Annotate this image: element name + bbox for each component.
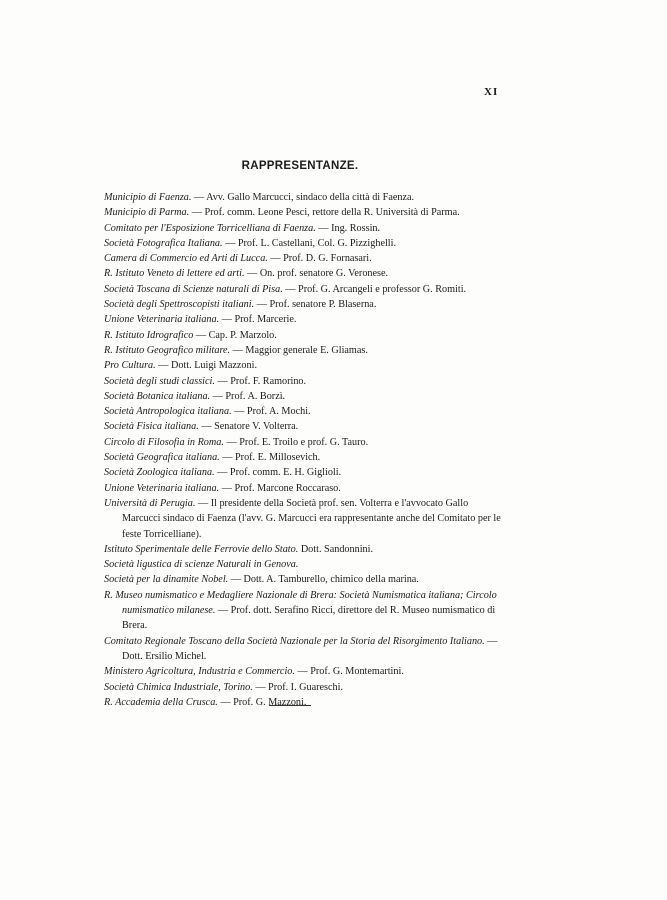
list-item [104, 266, 504, 281]
representative-text: Dott. Sandonnini. [298, 543, 373, 555]
institution-name: Municipio di Faenza. [104, 192, 192, 203]
list-item [104, 190, 504, 205]
page-number: XI [484, 86, 499, 98]
list-item [104, 404, 504, 419]
institution-name: Società Fotografica Italiana. [104, 237, 223, 249]
list-item [104, 236, 504, 251]
representative-text: — Prof. E. Millosevich. [219, 452, 321, 464]
representative-text: — Prof. comm. Leone Pesci, rettore della R. Università di Parma. [189, 207, 460, 219]
list-item [104, 205, 504, 220]
closing-rule-divider [269, 705, 311, 706]
section-title: RAPPRESENTANZE. [241, 160, 359, 172]
institution-name: Pro Cultura. [104, 360, 156, 372]
representative-text: — Prof. senatore P. Blaserna. [254, 299, 377, 311]
representatives-list [104, 190, 504, 710]
institution-name: Camera di Commercio ed Arti di Lucca. [104, 253, 268, 265]
list-item [104, 695, 504, 710]
list-item [104, 572, 504, 587]
institution-name: R. Istituto Geografico militare. [104, 344, 231, 356]
list-item [104, 588, 504, 634]
representative-text: — On. prof. senatore G. Veronese. [244, 268, 389, 280]
institution-name: Società per la dinamite Nobel. [104, 574, 229, 586]
institution-name: R. Istituto Veneto di lettere ed arti. [104, 268, 245, 280]
representative-text: — Prof. I. Guareschi. [252, 681, 344, 693]
representative-text: — Maggior generale E. Gliamas. [230, 344, 368, 356]
list-item [104, 680, 504, 695]
representative-text: — Dott. A. Tamburello, chimico della marina. [228, 574, 419, 586]
list-item [104, 450, 504, 465]
institution-name: Società Antropologica italiana. [104, 406, 232, 418]
representative-text: — Senatore V. Volterra. [198, 421, 299, 433]
list-item [104, 282, 504, 297]
institution-name: Società degli Spettroscopisti italiani. [104, 299, 255, 311]
list-item [104, 435, 504, 450]
representative-text: — Prof. G. Arcangeli e professor G. Romiti. [282, 283, 467, 295]
list-item [104, 312, 504, 327]
representative-text: — Prof. A. Mochi. [231, 406, 311, 418]
representative-text: — Prof. A. Borzì. [210, 390, 286, 402]
institution-name: Comitato per l'Esposizione Torricelliana di Faenza. [104, 222, 316, 234]
institution-name: Comitato Regionale Toscano della Società Nazionale per la Storia del Risorgimento Italiano. [104, 635, 485, 647]
representative-text: — Prof. dott. Serafino Ricci, direttore del R. Museo numismatico di Brera. [122, 605, 496, 632]
institution-name: Circolo di Filosofia in Roma. [104, 436, 224, 448]
institution-name: Unione Veterinaria italiana. [104, 482, 220, 494]
representative-text: — Prof. G. Montemartini. [294, 666, 404, 678]
representative-text: — Prof. L. Castellani, Col. G. Pizzighelli. [222, 237, 397, 249]
representative-text: — Dott. Luigi Mazzoni. [155, 360, 257, 372]
list-item [104, 297, 504, 312]
representative-text: — Ing. Rossin. [315, 222, 381, 234]
institution-name: Società Toscana di Scienze naturali di Pisa. [104, 283, 283, 295]
list-item [104, 328, 504, 343]
institution-name: Società Fisica italiana. [104, 421, 199, 433]
representative-text: — Prof. E. Troilo e prof. G. Tauro. [223, 436, 369, 448]
list-item [104, 251, 504, 266]
institution-name: Società Geografica italiana. [104, 452, 220, 464]
list-item [104, 419, 504, 434]
list-item [104, 664, 504, 679]
list-item [104, 389, 504, 404]
list-item [104, 496, 504, 542]
institution-name: R. Museo numismatico e Medagliere Nazionale di Brera: Società Numismatica italiana; Circolo numismatico milanese. [104, 589, 497, 617]
list-item [104, 221, 504, 236]
representative-text: — Avv. Gallo Marcucci, sindaco della città di Faenza. [191, 192, 415, 203]
list-item [104, 358, 504, 373]
list-item [104, 542, 504, 557]
institution-name: Società Zoologica italiana. [104, 467, 215, 479]
list-item [104, 343, 504, 358]
institution-name: Unione Veterinaria italiana. [104, 314, 220, 326]
list-item [104, 481, 504, 496]
representative-text: — Il presidente della Società prof. sen. Volterra e l'avvocato Gallo Marcucci sindaco di Faenza (l'avv. G. Marcucci era rappresentante anche del Comitato per le feste Torricelliane). [122, 497, 501, 540]
representative-text: — Prof. Marcerie. [219, 314, 297, 326]
institution-name: Società Chimica Industriale, Torino. [104, 681, 253, 693]
list-item [104, 557, 504, 572]
institution-name: Società degli studi classici. [104, 375, 215, 387]
institution-name: Ministero Agricoltura, Industria e Commercio. [104, 666, 295, 678]
list-item [104, 374, 504, 389]
institution-name: Municipio di Parma. [104, 207, 190, 219]
institution-name: Università di Perugia. [104, 497, 196, 509]
representative-text: — Prof. comm. E. H. Giglioli. [214, 467, 342, 479]
representative-text: — Prof. G. Mazzoni. [217, 696, 307, 708]
representative-text: — Prof. D. G. Fornasari. [267, 253, 372, 265]
institution-name: Istituto Sperimentale delle Ferrovie dello Stato. [104, 543, 299, 555]
representative-text: — Prof. F. Ramorino. [214, 375, 307, 387]
representative-text: — Cap. P. Marzolo. [193, 329, 277, 341]
institution-name: Società ligustica di scienze Naturali in Genova. [104, 559, 299, 571]
institution-name: R. Accademia della Crusca. [104, 696, 218, 708]
institution-name: Società Botanica italiana. [104, 390, 211, 402]
institution-name: R. Istituto Idrografico [104, 329, 194, 341]
list-item [104, 465, 504, 480]
representative-text: — Dott. Ersilio Michel. [122, 635, 498, 662]
representative-text: — Prof. Marcone Roccaraso. [219, 482, 341, 494]
list-item [104, 634, 504, 665]
